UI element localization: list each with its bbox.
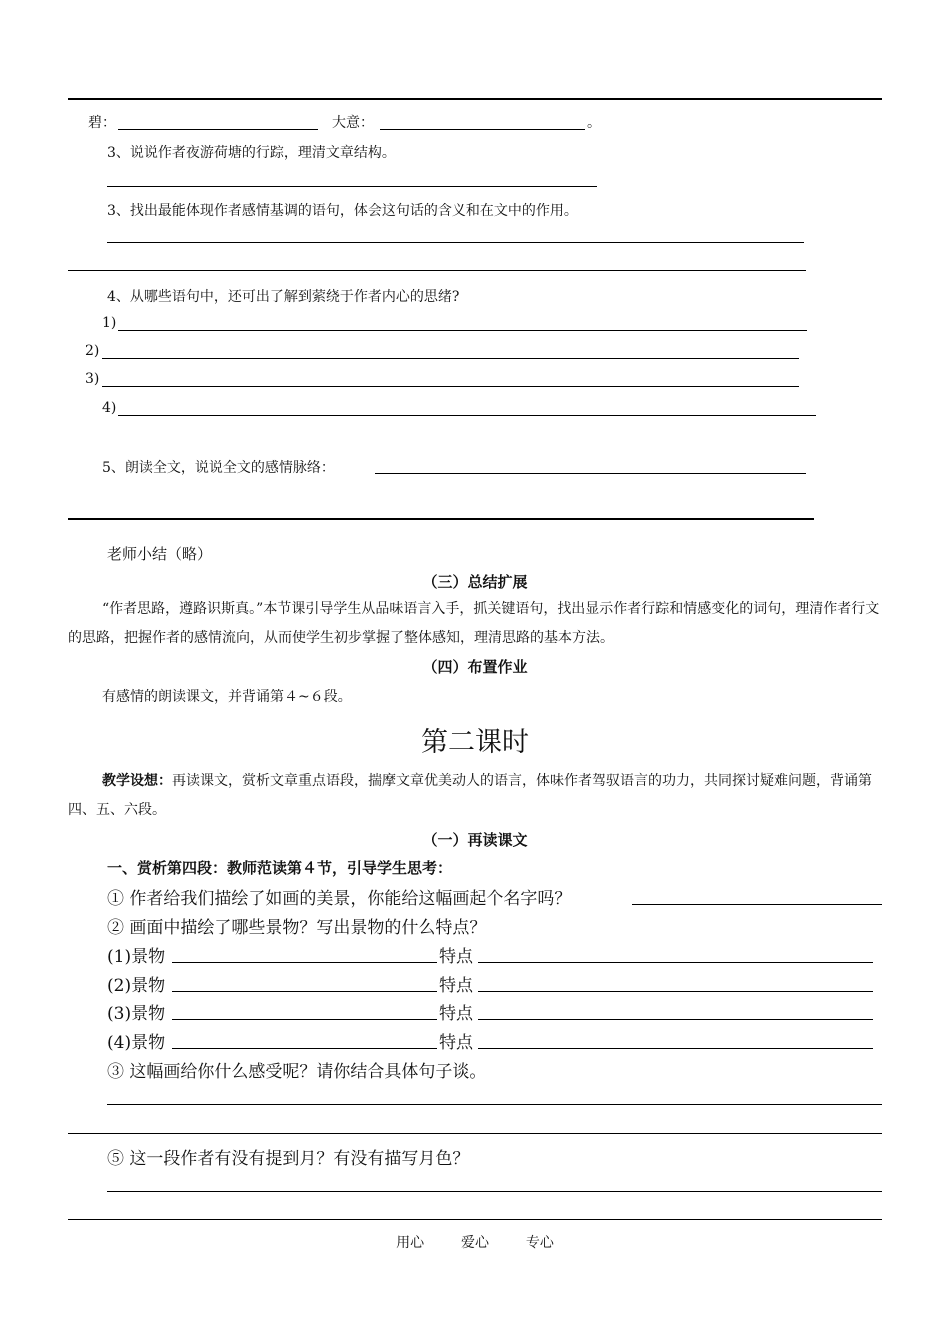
q4-item-2-line[interactable] bbox=[102, 358, 799, 359]
q4-item-3-label: 3) bbox=[85, 371, 100, 387]
scenery-row-3-label: (3)景物 bbox=[107, 1004, 166, 1024]
scenery-row-1-feature: 特点 bbox=[439, 947, 473, 967]
teacher-summary: 老师小结（略） bbox=[107, 545, 213, 563]
answer-line-3a[interactable] bbox=[107, 186, 597, 187]
section-3-paragraph: “作者思路，遵路识斯真。”本节课引导学生从品味语言入手，抓关键语句，找出显示作者行踪和情感变化的词句，理清作者行文的思路，把握作者的感情流向，从而使学生初步掌握了整体感知，理清思路的基本方法。 bbox=[68, 601, 880, 646]
q4-item-2-label: 2) bbox=[85, 343, 100, 359]
lesson-2-title: 第二课时 bbox=[421, 727, 529, 758]
scenery-row-2-feature: 特点 bbox=[439, 976, 473, 996]
question-5-moon: ⑤ 这一段作者有没有提到月？有没有描写月色？ bbox=[107, 1149, 470, 1169]
question-3b: 3、找出最能体现作者感情基调的语句，体会这句话的含义和在文中的作用。 bbox=[107, 203, 578, 219]
q4-item-1-label: 1) bbox=[102, 315, 117, 331]
question-1-line[interactable] bbox=[632, 904, 882, 905]
question-5-moon-line-1[interactable] bbox=[107, 1191, 882, 1192]
dayi-blank[interactable] bbox=[380, 129, 585, 130]
q5-line[interactable] bbox=[375, 473, 806, 474]
answer-line-3b-2[interactable] bbox=[68, 270, 806, 271]
section-4-title: （四）布置作业 bbox=[422, 658, 528, 676]
bi-label: 碧： bbox=[88, 115, 116, 131]
scenery-row-1-line[interactable] bbox=[172, 962, 437, 963]
footer bbox=[0, 1232, 950, 1252]
scenery-row-4-feature-line[interactable] bbox=[478, 1048, 873, 1049]
scenery-row-4-label: (4)景物 bbox=[107, 1033, 166, 1053]
question-3: ③ 这幅画给你什么感受呢？请你结合具体句子谈。 bbox=[107, 1062, 487, 1082]
design-text: 再读课文，赏析文章重点语段，揣摩文章优美动人的语言，体味作者驾驭语言的功力，共同探讨疑难问题，背诵第四、五、六段。 bbox=[68, 773, 872, 818]
question-3a: 3、说说作者夜游荷塘的行踪，理清文章结构。 bbox=[107, 145, 396, 161]
scenery-row-2-label: (2)景物 bbox=[107, 976, 166, 996]
answer-line-3b-1[interactable] bbox=[107, 242, 804, 243]
question-5: 5、朗读全文，说说全文的感情脉络： bbox=[102, 460, 335, 476]
header-rule bbox=[68, 98, 882, 100]
scenery-row-4-line[interactable] bbox=[172, 1048, 437, 1049]
question-5-moon-line-2[interactable] bbox=[68, 1219, 882, 1220]
scenery-row-3-line[interactable] bbox=[172, 1019, 437, 1020]
question-3-line-1[interactable] bbox=[107, 1104, 882, 1105]
question-4: 4、从哪些语句中，还可出了解到萦绕于作者内心的思绪? bbox=[107, 289, 460, 305]
q4-item-1-line[interactable] bbox=[118, 330, 807, 331]
reread-title: （一）再读课文 bbox=[422, 831, 528, 849]
part-1-heading: 一、赏析第四段：教师范读第４节，引导学生思考： bbox=[107, 859, 453, 877]
scenery-row-3-feature-line[interactable] bbox=[478, 1019, 873, 1020]
footer-word-1: 用心 bbox=[396, 1235, 425, 1251]
scenery-row-4-feature: 特点 bbox=[439, 1033, 473, 1053]
q4-item-3-line[interactable] bbox=[102, 386, 799, 387]
question-1: ① 作者给我们描绘了如画的美景，你能给这幅画起个名字吗？ bbox=[107, 889, 572, 909]
scenery-row-2-feature-line[interactable] bbox=[478, 991, 873, 992]
section-3-title: （三）总结扩展 bbox=[422, 573, 528, 591]
question-2: ② 画面中描绘了哪些景物？写出景物的什么特点？ bbox=[107, 918, 487, 938]
end-mark: 。 bbox=[587, 115, 601, 131]
footer-word-3: 专心 bbox=[525, 1235, 554, 1251]
homework-text: 有感情的朗读课文，并背诵第４~６段。 bbox=[102, 689, 352, 705]
design-label: 教学设想： bbox=[102, 773, 172, 789]
scenery-row-1-label: (1)景物 bbox=[107, 947, 166, 967]
q4-item-4-line[interactable] bbox=[118, 415, 816, 416]
q4-item-4-label: 4) bbox=[102, 400, 117, 416]
footer-word-2: 爱心 bbox=[461, 1235, 489, 1251]
design-paragraph bbox=[68, 767, 883, 825]
scenery-row-3-feature: 特点 bbox=[439, 1004, 473, 1024]
section-rule bbox=[68, 518, 814, 520]
bi-blank[interactable] bbox=[118, 129, 318, 130]
scenery-row-2-line[interactable] bbox=[172, 991, 437, 992]
dayi-label: 大意： bbox=[332, 115, 374, 131]
question-3-line-2[interactable] bbox=[68, 1133, 882, 1134]
scenery-row-1-feature-line[interactable] bbox=[478, 962, 873, 963]
